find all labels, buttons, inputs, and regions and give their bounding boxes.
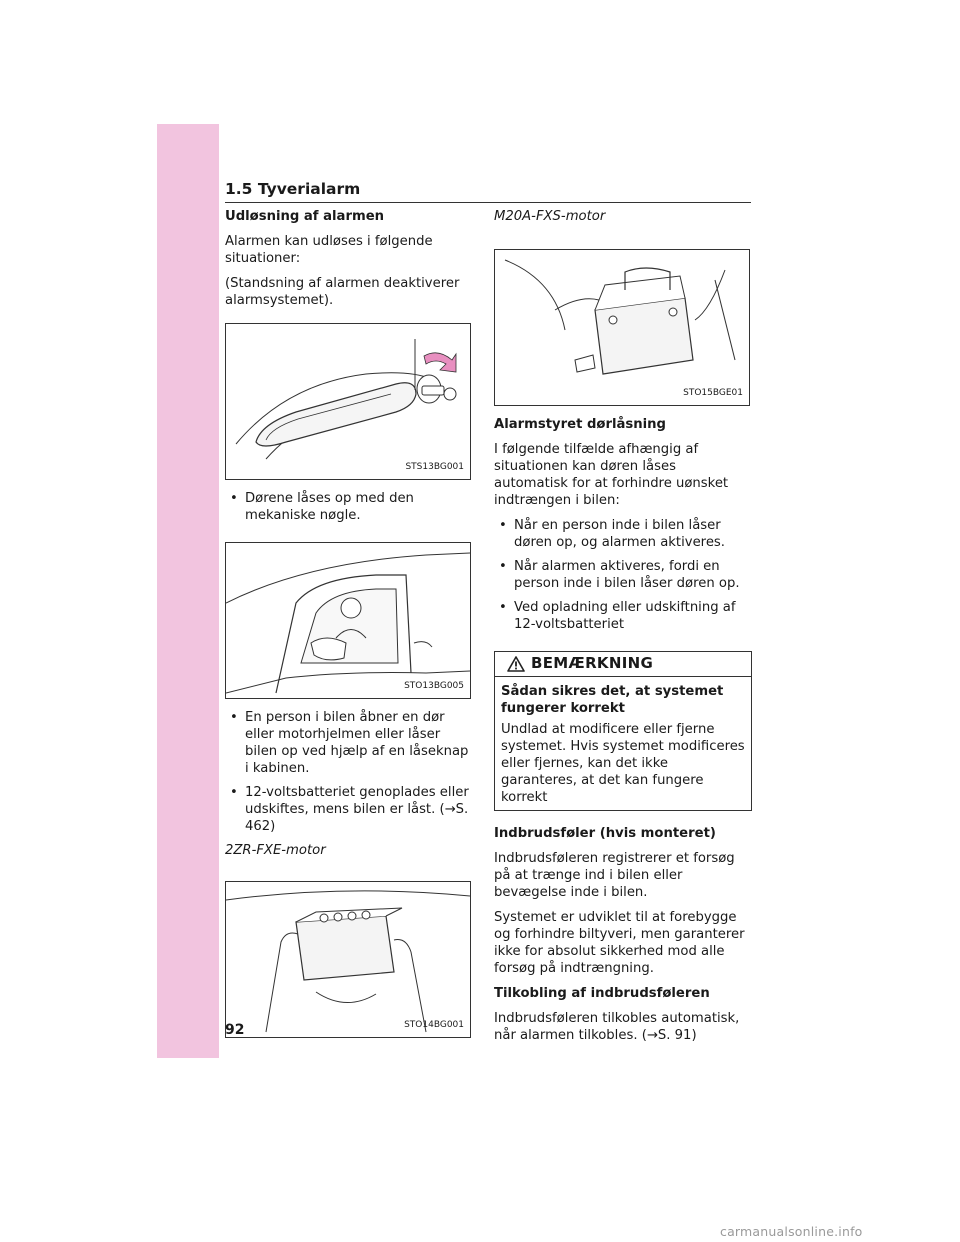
car-window-illustration bbox=[226, 543, 470, 698]
list-item: • Når alarmen aktiveres, fordi en person inde i bilen låser døren op. bbox=[499, 559, 740, 591]
battery-m20a-illustration bbox=[495, 250, 749, 405]
heading-alarm-door-lock: Alarmstyret dørlåsning bbox=[494, 417, 666, 432]
heading-sensor-activation: Tilkobling af indbrudsføleren bbox=[494, 986, 710, 1001]
paragraph: Indbrudsføleren registrerer et forsøg på at trænge ind i bilen eller bevægelse inde i bilen. bbox=[494, 851, 735, 900]
right-column bbox=[494, 208, 752, 1052]
figure-code: STS13BG001 bbox=[405, 462, 464, 472]
list-item: • 12-voltsbatteriet genoplades eller udskiftes, mens bilen er låst. (→S. 462) bbox=[230, 785, 469, 834]
paragraph: I følgende tilfælde afhængig af situationen kan døren låses automatisk for at forhindre uønsket indtrængen i bilen: bbox=[494, 442, 729, 508]
figure-battery-2zr bbox=[225, 881, 471, 1038]
door-handle-illustration bbox=[226, 324, 470, 479]
list-item: • Ved opladning eller udskiftning af 12-voltsbatteriet bbox=[499, 600, 736, 632]
figure-person-in-car bbox=[225, 542, 471, 699]
notice-box bbox=[494, 651, 752, 811]
list-item: • En person i bilen åbner en dør eller motorhjelmen eller låser bilen op ved hjælp af en låseknap i kabinen. bbox=[230, 710, 469, 776]
bullet-text: Ved opladning eller udskiftning af 12-voltsbatteriet bbox=[514, 600, 736, 632]
bullet-text: Når alarmen aktiveres, fordi en person inde i bilen låser døren op. bbox=[514, 559, 740, 591]
warning-icon bbox=[507, 656, 525, 672]
paragraph: Systemet er udviklet til at forebygge og forhindre biltyveri, men garanterer ikke for absolut sikkerhed mod alle forsøg på indtrængning. bbox=[494, 910, 745, 976]
section-header bbox=[225, 180, 751, 203]
watermark: carmanualsonline.info bbox=[720, 1224, 863, 1239]
notice-header bbox=[495, 652, 751, 677]
chapter-side-tab bbox=[157, 124, 219, 1058]
list-item: • Når en person inde i bilen låser døren op, og alarmen aktiveres. bbox=[499, 518, 725, 550]
heading-alarm-triggering: Udløsning af alarmen bbox=[225, 209, 385, 224]
page-number: 92 bbox=[225, 1022, 245, 1038]
intro-note: (Standsning af alarmen deaktiverer alarmsystemet). bbox=[225, 276, 460, 308]
engine-label: M20A-FXS-motor bbox=[494, 209, 606, 224]
bullet-text: En person i bilen åbner en dør eller motorhjelmen eller låser bilen op ved hjælp af en låseknap i kabinen. bbox=[245, 710, 469, 776]
figure-code: STO15BGE01 bbox=[683, 388, 743, 398]
heading-intrusion-sensor: Indbrudsføler (hvis monteret) bbox=[494, 826, 716, 841]
figure-code: STO13BG005 bbox=[404, 681, 464, 691]
figure-code: STO14BG001 bbox=[404, 1020, 464, 1030]
notice-subtitle: Sådan sikres det, at systemet fungerer korrekt bbox=[501, 684, 724, 716]
list-item: • Dørene låses op med den mekaniske nøgle. bbox=[230, 491, 414, 523]
engine-label: 2ZR-FXE-motor bbox=[225, 843, 326, 858]
left-column bbox=[225, 208, 473, 1048]
notice-text: Undlad at modificere eller fjerne systemet. Hvis systemet modificeres eller fjernes, kan det ikke garanteres, at det kan fungere korrekt bbox=[501, 722, 745, 805]
paragraph: Indbrudsføleren tilkobles automatisk, når alarmen tilkobles. (→S. 91) bbox=[494, 1011, 740, 1043]
notice-body bbox=[495, 677, 751, 810]
battery-2zr-illustration bbox=[226, 882, 470, 1037]
bullet-text: Når en person inde i bilen låser døren op, og alarmen aktiveres. bbox=[514, 518, 725, 550]
notice-title: BEMÆRKNING bbox=[531, 654, 654, 672]
figure-battery-m20a bbox=[494, 249, 750, 406]
bullet-text: 12-voltsbatteriet genoplades eller udskiftes, mens bilen er låst. (→S. 462) bbox=[245, 785, 469, 834]
section-title: 1.5 Tyverialarm bbox=[225, 180, 361, 198]
bullet-text: Dørene låses op med den mekaniske nøgle. bbox=[245, 491, 414, 523]
figure-door-handle-key bbox=[225, 323, 471, 480]
intro-text: Alarmen kan udløses i følgende situationer: bbox=[225, 234, 433, 266]
